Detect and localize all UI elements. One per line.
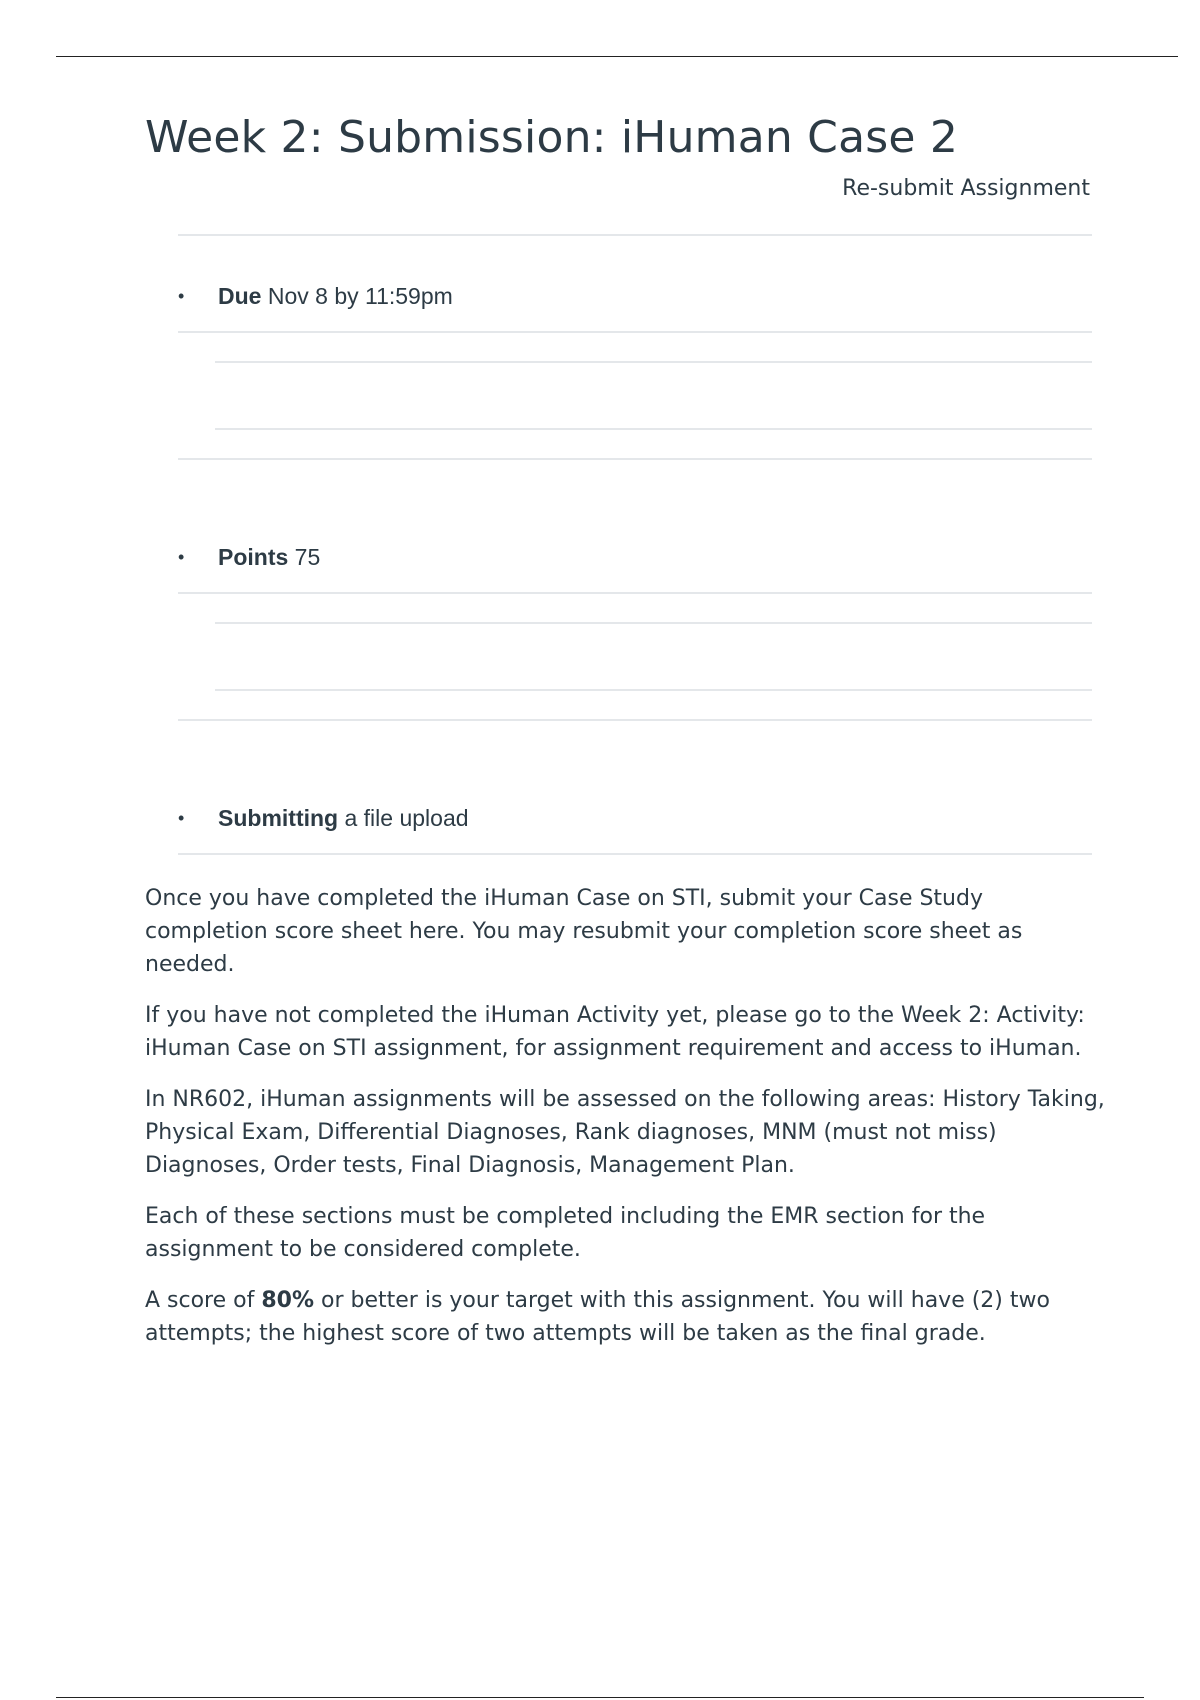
- submitting-label: Submitting: [218, 805, 339, 831]
- submitting-value: a file upload: [344, 805, 469, 831]
- due-value: Nov 8 by 11:59pm: [267, 283, 453, 309]
- divider: [178, 331, 1092, 333]
- due-detail: [178, 283, 453, 310]
- bottom-rule: [56, 1697, 1144, 1698]
- divider: [215, 361, 1092, 363]
- description-paragraph: If you have not completed the iHuman Activity yet, please go to the Week 2: Activity: iHuman Case on STI assignment, for assignment requirement and access to iHuman.: [145, 1003, 1085, 1061]
- divider: [215, 689, 1092, 691]
- bullet-icon: •: [178, 808, 185, 828]
- resubmit-assignment-button[interactable]: Re-submit Assignment: [842, 176, 1090, 201]
- submitting-detail: [178, 805, 469, 832]
- divider: [215, 622, 1092, 624]
- bullet-icon: •: [178, 547, 185, 567]
- top-rule: [56, 56, 1178, 57]
- divider: [178, 234, 1092, 236]
- score-text-before: A score of: [145, 1288, 262, 1313]
- divider: [178, 853, 1092, 855]
- score-text-after: or better is your target with this assignment. You will have (2) two attempts; the highest score of two attempts will be taken as the final grade.: [145, 1288, 1050, 1346]
- due-label: Due: [218, 283, 262, 309]
- description-paragraph: Once you have completed the iHuman Case on STI, submit your Case Study completion score sheet here. You may resubmit your completion score sheet as needed.: [145, 886, 1023, 977]
- description-paragraph: [145, 1284, 1105, 1350]
- divider: [215, 428, 1092, 430]
- divider: [178, 458, 1092, 460]
- description-paragraph: Each of these sections must be completed including the EMR section for the assignment to be considered complete.: [145, 1204, 986, 1262]
- page-title: Week 2: Submission: iHuman Case 2: [145, 112, 959, 163]
- divider: [178, 719, 1092, 721]
- points-label: Points: [218, 544, 289, 570]
- points-detail: [178, 544, 320, 571]
- description-paragraph: In NR602, iHuman assignments will be assessed on the following areas: History Taking, Physical Exam, Differential Diagnoses, Rank diagnoses, MNM (must not miss) Diagnoses, Order tests, Final Diagnosis, Management Plan.: [145, 1087, 1105, 1178]
- bullet-icon: •: [178, 286, 185, 306]
- score-target: 80%: [261, 1288, 315, 1313]
- points-value: 75: [294, 544, 321, 570]
- assignment-description: [145, 882, 1105, 1368]
- divider: [178, 592, 1092, 594]
